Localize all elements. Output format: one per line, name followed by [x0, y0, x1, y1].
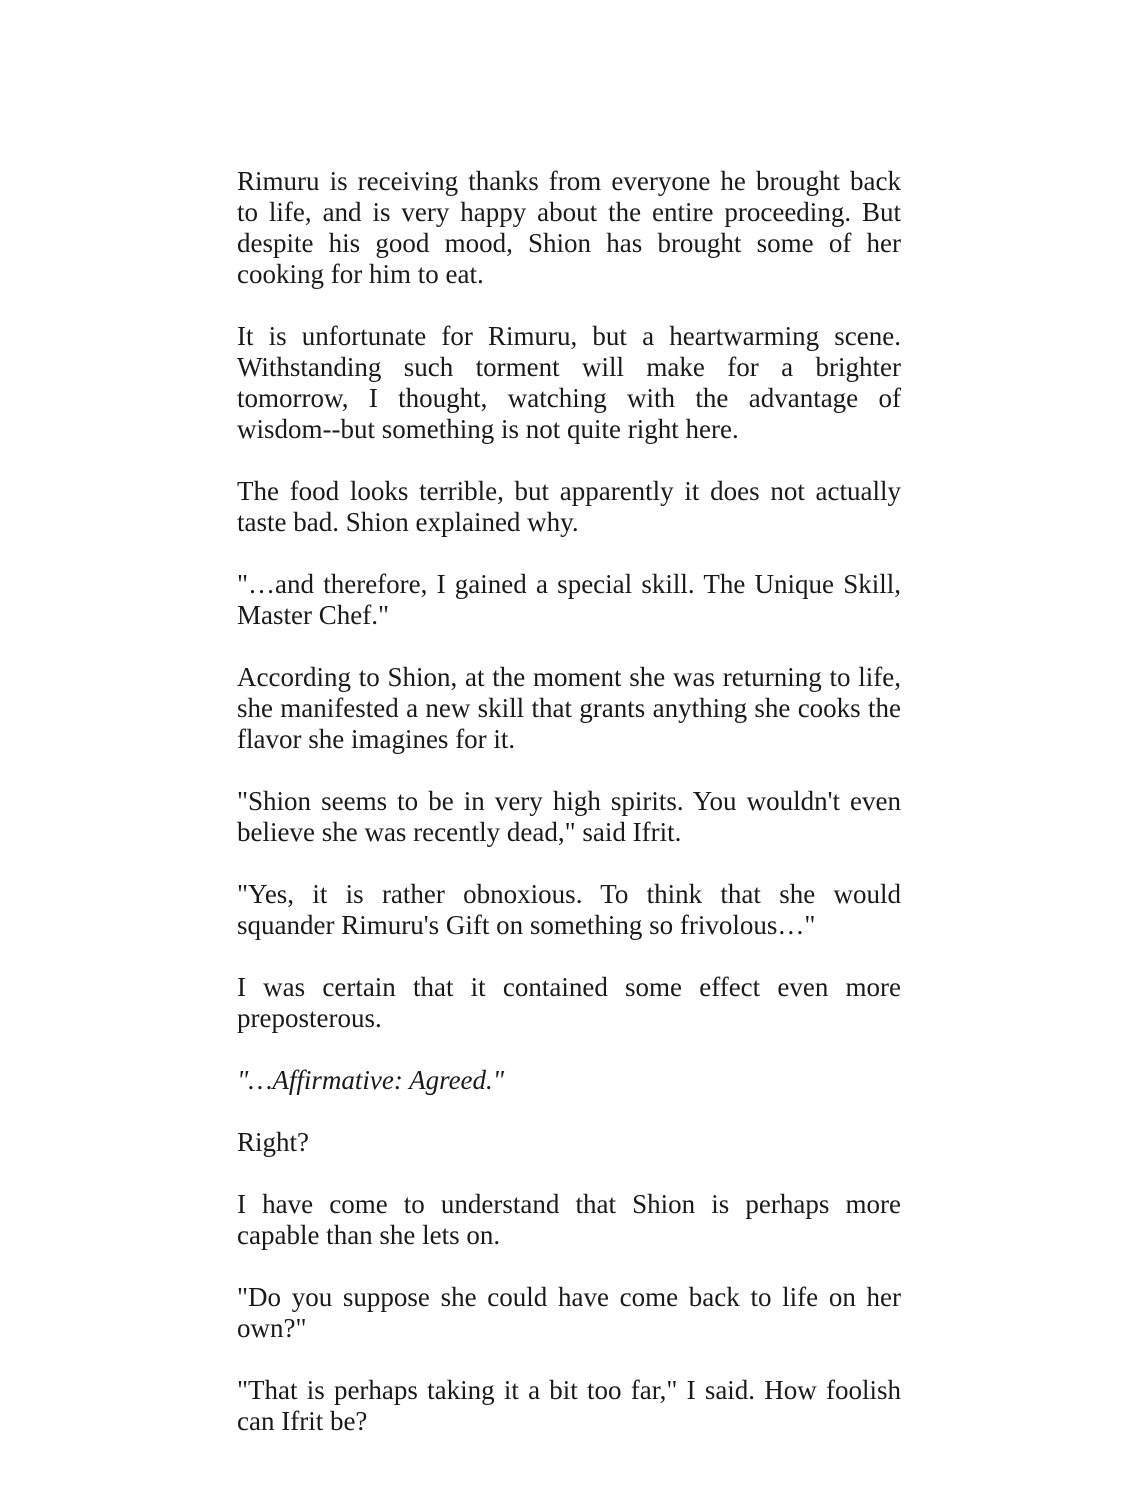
paragraph-1: Rimuru is receiving thanks from everyone he brought back to life, and is very happy about the entire proceeding. But despite his good mood, Shion has brought some of her cooking for him to eat. [237, 166, 901, 289]
paragraph-8: I was certain that it contained some effect even more preposterous. [237, 972, 901, 1033]
paragraph-4: "…and therefore, I gained a special skill. The Unique Skill, Master Chef." [237, 569, 901, 630]
paragraph-12: "Do you suppose she could have come back to life on her own?" [237, 1282, 901, 1343]
text-body [237, 166, 901, 1437]
paragraph-11: I have come to understand that Shion is perhaps more capable than she lets on. [237, 1189, 901, 1250]
paragraph-6: "Shion seems to be in very high spirits. You wouldn't even believe she was recently dead," said Ifrit. [237, 786, 901, 847]
paragraph-13: "That is perhaps taking it a bit too far," I said. How foolish can Ifrit be? [237, 1375, 901, 1436]
paragraph-9-italic-quote: "…Affirmative: Agreed." [237, 1065, 505, 1095]
paragraph-10: Right? [237, 1127, 309, 1157]
paragraph-2: It is unfortunate for Rimuru, but a heartwarming scene. Withstanding such torment will make for a brighter tomorrow, I thought, watching with the advantage of wisdom--but something is not quite right here. [237, 321, 901, 444]
paragraph-7: "Yes, it is rather obnoxious. To think that she would squander Rimuru's Gift on something so frivolous…" [237, 879, 901, 940]
paragraph-3: The food looks terrible, but apparently it does not actually taste bad. Shion explained why. [237, 476, 901, 537]
paragraph-5: According to Shion, at the moment she was returning to life, she manifested a new skill that grants anything she cooks the flavor she imagines for it. [237, 662, 901, 754]
